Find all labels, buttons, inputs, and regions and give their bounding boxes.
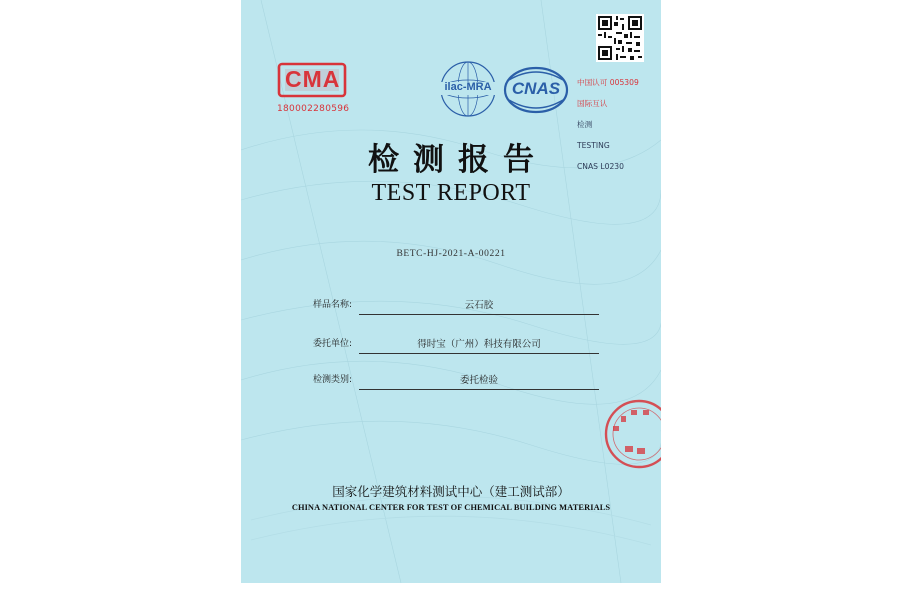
field-client: [241, 336, 661, 356]
qr-code-icon: [596, 14, 644, 62]
field-label: 样品名称:: [313, 300, 353, 310]
field-underline: [359, 314, 599, 315]
report-number: BETC-HJ-2021-A-00221: [396, 249, 506, 259]
cnas-logo-text: CNAS: [511, 79, 561, 98]
cert-line-4: TESTING: [577, 140, 610, 150]
field-value: 云石胶: [464, 300, 494, 311]
ilac-mra-logo-text: ilac-MRA: [444, 81, 492, 93]
cma-logo-text: CMA: [285, 66, 341, 92]
field-sample-name: [241, 297, 661, 317]
issuing-organization-chinese: 国家化学建筑材料测试中心（建工测试部）: [332, 484, 570, 499]
field-label: 检测类别:: [313, 375, 353, 385]
field-value: 得时宝（广州）科技有限公司: [417, 339, 541, 350]
cma-certificate-number: 180002280596: [277, 104, 350, 114]
cert-line-5: CNAS L0230: [577, 161, 624, 171]
field-underline: [359, 389, 599, 390]
cert-line-3: 检测: [577, 120, 593, 130]
cert-line-1: 中国认可 005309: [577, 78, 639, 88]
field-label: 委托单位:: [313, 339, 353, 349]
field-underline: [359, 353, 599, 354]
field-value: 委托检验: [459, 375, 498, 386]
test-report-document: [241, 0, 661, 583]
field-test-type: [241, 372, 661, 392]
issuing-organization-english: CHINA NATIONAL CENTER FOR TEST OF CHEMICAL BUILDING MATERIALS: [291, 503, 611, 512]
red-seal-stamp-icon: [603, 398, 661, 470]
report-title-english: TEST REPORT: [371, 180, 531, 206]
cert-line-2: 国际互认: [577, 99, 608, 109]
report-title-chinese: 检测报告: [368, 142, 548, 178]
